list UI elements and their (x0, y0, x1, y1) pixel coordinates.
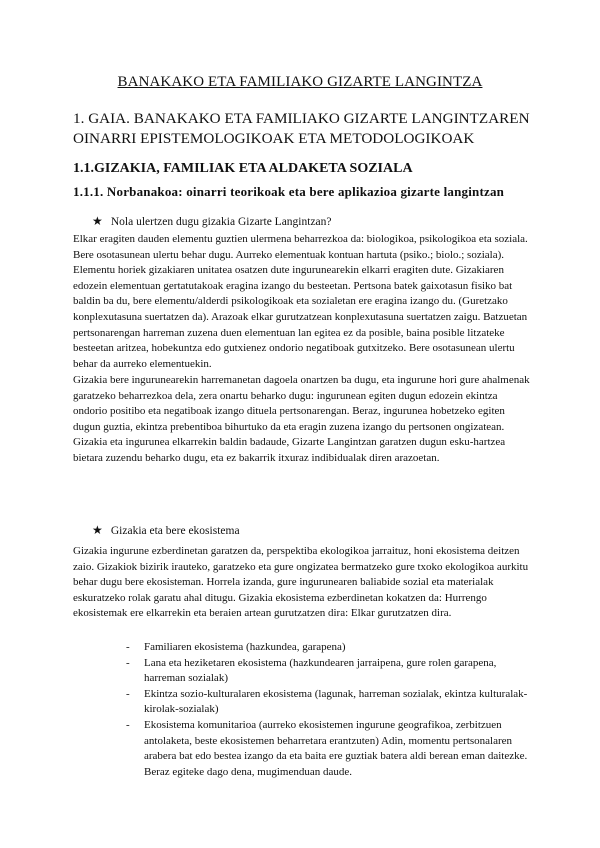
paragraph-3: Gizakia ingurune ezberdinetan garatzen da, perspektiba ekologikoa jarraituz, honi ekosistema deitzen zaio. Gizakiok bizirik irauteko, garatzeko eta gure ongizatea bermatzeko gure txoko ekologikoa aurkitu behar dugu bere ekosisteman. Horrela izanda, gure ingurunearen baliabide sozial eta materialak eskuratzeko rolak garatu ahal ditugu. Gizakia ekosistema ezberdinetan kokatzen da: Hurrengo ekosistemak ere elkarrekin eta beraien artean gurutzatzen dira: Elkar gurutzatzen dira. (73, 545, 529, 620)
question-bullet (92, 214, 332, 229)
ecosystem-bullet (92, 523, 240, 538)
ecosystem-list (126, 640, 530, 780)
list-item: - Ekintza sozio-kulturalaren ekosistema (lagunak, harreman sozialak, ekintza kulturalak-kirolak-sozialak) (126, 687, 528, 716)
star-icon: ★ (92, 214, 103, 228)
subsection-heading: 1.1.1. Norbanakoa: oinarri teorikoak eta bere aplikazioa gizarte langintzan (73, 184, 505, 199)
list-item: - Ekosistema komunitarioa (aurreko ekosistemen ingurune geografikoa, zerbitzuen antolaketa, beste ekosistemen beharretara erantzuten) Adin, momentu pertsonalaren arabera bat edo bestea izango da eta baita ere guztiak batera aldi berean eman daitezke. Beraz egiteke dago dena, mugimenduan daude. (126, 718, 528, 778)
paragraph-1: Elkar eragiten dauden elementu guztien ulermena beharrezkoa da: biologikoa, psikologikoa eta soziala. Bere osotasunean ulertu behar dugu. Aurreko elementuak kontuan hartuta (psiko.; biolo.; soziala). Elementu horiek gizakiaren unitatea osatzen dute ingurunearekin elkarri eragiten dute. Gizakiaren edozein elementuan gertatutakoak eragina izango du besteetan. Pertsona batek gaixotasun fisiko bat baldin ba du, bere elementu/alderdi psikologikoak eta sozialetan ere eragina izango du. (Guretzako konplexutasuna suertatzen da). Arazoak elkar gurutzatzean konplexutasuna suertatzen zaigu. Batzuetan pertsonarengan harreman zuzena duen elementuan lan egitea ez da posible, baina posible litzateke besteetan aritzea, hobekuntza edo gutxienez ondorio negatiboak gutxitzeko. Bere osotasunean ulertu behar da aurreko elementuekin. (73, 233, 528, 370)
list-item: - Familiaren ekosistema (hazkundea, garapena) (126, 641, 346, 653)
document-title: BANAKAKO ETA FAMILIAKO GIZARTE LANGINTZA (117, 74, 483, 90)
ecosystem-bullet-text: Gizakia eta bere ekosistema (110, 525, 240, 537)
question-bullet-text: Nola ulertzen dugu gizakia Gizarte Langintzan? (110, 216, 332, 228)
chapter-heading: 1. GAIA. BANAKAKO ETA FAMILIAKO GIZARTE LANGINTZAREN OINARRI EPISTEMOLOGIKOAK ETA METODOLOGIKOAK (73, 110, 530, 147)
star-icon: ★ (92, 523, 103, 537)
section-heading: 1.1.GIZAKIA, FAMILIAK ETA ALDAKETA SOZIALA (73, 161, 413, 176)
paragraph-2: Gizakia bere ingurunearekin harremanetan dagoela onartzen ba dugu, eta ingurune hori gure ahalmenak garatzeko beharrezkoa dela, zera onartu beharko dugu: ingurunean egiten dugun edozein ekintza ondorio positibo eta negatiboak izango dituela pertsonarengan. Beraz, ingurunea hobetzeko egiten dugun guztia, ekintza prebentiboa bihurtuko da eta eragin zuzena izango du pertsonen ongizatean. Gizakia eta ingurunea elkarrekin baldin badaude, Gizarte Langintzan garatzen dugun esku-hartzea bietara zuzendu beharko dugu, eta ez bakarrik itxuraz indibidualak diren arazoetan. (73, 374, 530, 464)
list-item: - Lana eta heziketaren ekosistema (hazkundearen jarraipena, gure rolen garapena, harreman sozialak) (126, 656, 497, 685)
